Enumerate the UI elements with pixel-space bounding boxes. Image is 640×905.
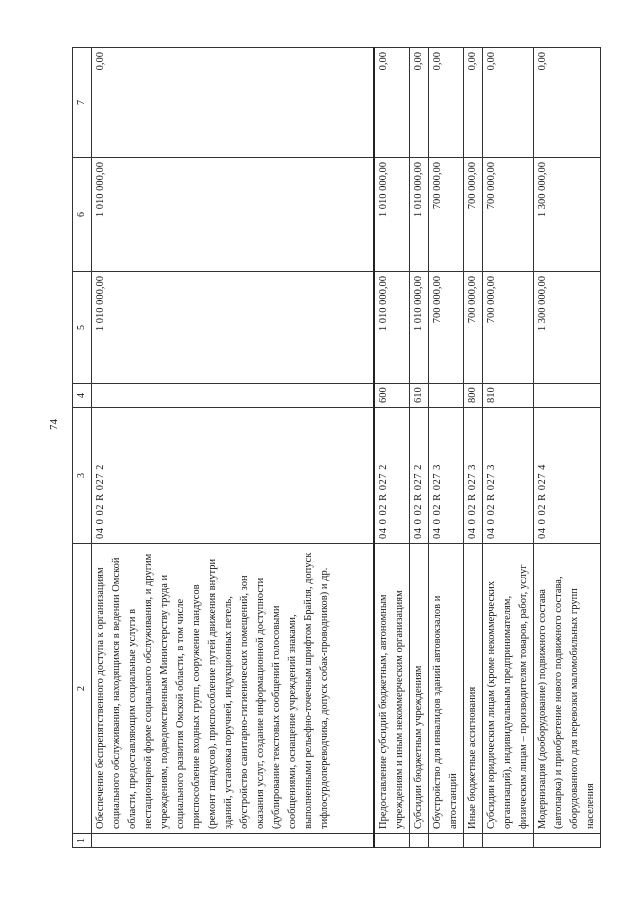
header-row [73,48,92,848]
header-col-3: 3 [73,408,92,544]
cell-amount-5: 1 010 000,00 [92,272,374,384]
cell-description: Обустройство для инвалидов зданий автовокзалов и автостанций [428,544,463,834]
table-row [463,48,482,848]
cell-description: Модернизация (дооборудование) подвижного состава (автопарка) и приобретение нового подвижного состава, оборудованного для перевозки маломобильных групп населения [533,544,600,834]
cell-description: Иные бюджетные ассигнования [463,544,482,834]
cell-description: Субсидии бюджетным учреждениям [409,544,428,834]
cell-code: 04 0 02 R 027 3 [428,408,463,544]
cell-description: Субсидии юридическим лицам (кроме некоммерческих организаций), индивидуальным предпринимателям, физическим лицам – производителям товаров, работ, услуг [482,544,533,834]
cell-description: Предоставление субсидий бюджетным, автономным учреждениям и иным некоммерческим организациям [374,544,410,834]
cell-index [428,834,463,848]
cell-index [463,834,482,848]
cell-code: 04 0 02 R 027 2 [374,408,410,544]
cell-amount-6: 1 010 000,00 [409,158,428,272]
cell-expense-type: 810 [482,384,533,408]
cell-expense-type: 610 [409,384,428,408]
cell-amount-7: 0,00 [428,48,463,158]
header-col-2: 2 [73,544,92,834]
header-col-1: 1 [73,834,92,848]
cell-description: Обеспечение беспрепятственного доступа к организациям социального обслуживания, находящимся в ведении Омской области, предоставляющим социальные услуги в нестационарной форме социального обслуживания, и другим учреждениям, подведомственным Министерству труда и социального развития Омской области, в том числе приспособление входных групп, сооружение пандусов (ремонт пандусов), приспособление путей движения внутри зданий, установка поручней, индукционных петель, обустройство санитарно-гигиенических помещений, зон оказания услуг, создание информационной доступности (дублирование текстовых сообщений голосовыми сообщениями, оснащение учреждений знаками, выполненными рельефно-точечным шрифтом Брайля, допуск тифлосурдопереводчика, допуск собак-проводников) и др. [92,544,374,834]
table-row [428,48,463,848]
header-col-4: 4 [73,384,92,408]
header-col-7: 7 [73,48,92,158]
cell-amount-7: 0,00 [92,48,374,158]
cell-amount-7: 0,00 [482,48,533,158]
table-row [374,48,410,848]
table-row [409,48,428,848]
cell-amount-6: 700 000,00 [463,158,482,272]
cell-code: 04 0 02 R 027 2 [409,408,428,544]
cell-index [374,834,410,848]
cell-amount-7: 0,00 [374,48,410,158]
cell-amount-5: 700 000,00 [428,272,463,384]
table-row [482,48,533,848]
cell-index [533,834,600,848]
cell-expense-type [428,384,463,408]
cell-amount-5: 1 010 000,00 [374,272,410,384]
header-col-6: 6 [73,158,92,272]
cell-amount-5: 1 010 000,00 [409,272,428,384]
cell-amount-6: 700 000,00 [482,158,533,272]
cell-code: 04 0 02 R 027 3 [463,408,482,544]
cell-expense-type [92,384,374,408]
cell-code: 04 0 02 R 027 3 [482,408,533,544]
cell-amount-7: 0,00 [409,48,428,158]
cell-amount-5: 1 300 000,00 [533,272,600,384]
cell-amount-6: 700 000,00 [428,158,463,272]
header-col-5: 5 [73,272,92,384]
cell-amount-6: 1 010 000,00 [92,158,374,272]
cell-index [482,834,533,848]
table-row [92,48,374,848]
cell-amount-5: 700 000,00 [482,272,533,384]
cell-index [409,834,428,848]
cell-amount-5: 700 000,00 [463,272,482,384]
cell-expense-type: 600 [374,384,410,408]
cell-code: 04 0 02 R 027 2 [92,408,374,544]
rotated-sheet [72,48,622,848]
cell-amount-6: 1 010 000,00 [374,158,410,272]
cell-amount-6: 1 300 000,00 [533,158,600,272]
cell-code: 04 0 02 R 027 4 [533,408,600,544]
cell-expense-type: 800 [463,384,482,408]
table-row [533,48,600,848]
cell-index [92,834,374,848]
budget-table [72,47,601,848]
page-number: 74 [48,419,60,430]
cell-expense-type [533,384,600,408]
cell-amount-7: 0,00 [463,48,482,158]
cell-amount-7: 0,00 [533,48,600,158]
